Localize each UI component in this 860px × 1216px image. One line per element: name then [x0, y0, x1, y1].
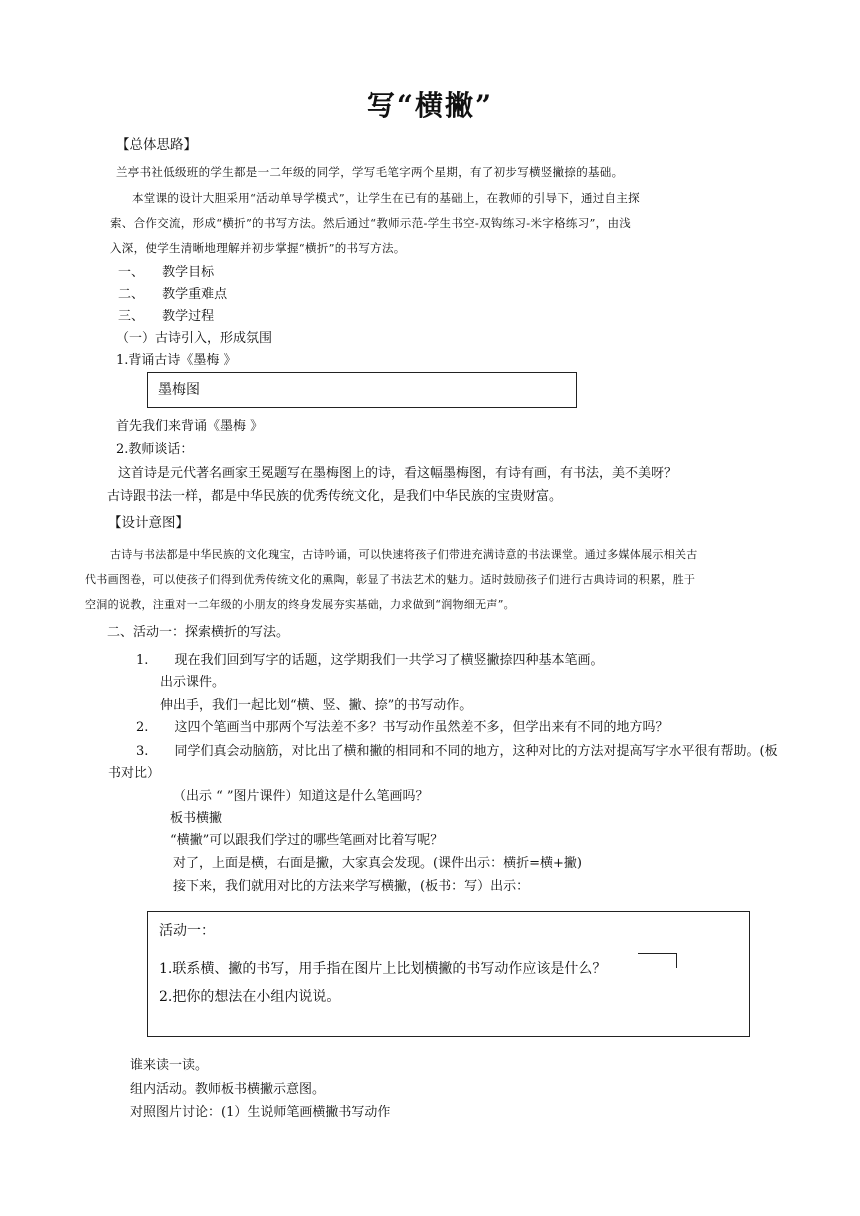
outline-number: 一、 — [118, 265, 145, 280]
overall-paragraph-1: 兰亭书社低级班的学生都是一二年级的同学，学写毛笔字两个星期，有了初步写横竖撇捺的基础。 — [116, 165, 624, 179]
item-3-sub-4: 对了，上面是横，右面是撇，大家真会发现。(课件出示：横折=横+撇) — [173, 856, 582, 871]
item-text: 现在我们回到写字的话题，这学期我们一共学习了横竖撇捺四种基本笔画。 — [174, 653, 604, 668]
item-3-sub-5: 接下来，我们就用对比的方法来学写横撇，(板书：写）出示： — [173, 879, 530, 894]
overall-heading: 【总体思路】 — [116, 137, 197, 153]
outline-text: 教学目标 — [162, 265, 215, 280]
item-number: 2. — [136, 720, 149, 735]
item-3-sub-1: （出示 “ ”图片课件）知道这是什么笔画吗？ — [173, 789, 429, 804]
image-placeholder-box — [147, 372, 577, 408]
outline-text: 教学重难点 — [162, 287, 228, 302]
closing-line-1: 谁来读一读。 — [130, 1058, 209, 1073]
activity-box-line-2: 2.把你的想法在小组内说说。 — [159, 989, 341, 1005]
item-number: 1. — [136, 653, 149, 668]
closing-line-3: 对照图片讨论：(1）生说师笔画横撇书写动作 — [130, 1105, 391, 1120]
overall-paragraph-2-line-1: 本堂课的设计大胆采用“活动单导学模式”，让学生在已有的基础上，在教师的引导下，通过自主探 — [132, 191, 640, 205]
item-3-wrap: 书对比） — [108, 766, 161, 781]
design-heading: 【设计意图】 — [108, 515, 189, 531]
outline-item-2 — [118, 286, 227, 304]
outline-number: 三、 — [118, 309, 145, 324]
item-3-sub-2: 板书横撇 — [170, 811, 223, 826]
overall-paragraph-2-line-3: 入深，使学生清晰地理解并初步掌握“横折”的书写方法。 — [110, 241, 406, 255]
subsection-1-heading: （一）古诗引入，形成氛围 — [116, 331, 273, 346]
design-paragraph-line-2: 代书画图卷，可以使孩子们得到优秀传统文化的熏陶，彰显了书法艺术的魅力。适时鼓励孩子们进行古典诗词的积累，胜于 — [85, 573, 696, 586]
step-1: 1.背诵古诗《墨梅 》 — [116, 353, 237, 368]
activity-item-1 — [136, 652, 604, 670]
design-paragraph-line-1: 古诗与书法都是中华民族的文化瑰宝，古诗吟诵，可以快速将孩子们带进充满诗意的书法课堂。通过多媒体展示相关古 — [110, 548, 698, 561]
outline-item-1 — [118, 264, 214, 282]
item-1-sub-1: 出示课件。 — [160, 675, 226, 690]
design-paragraph-line-3: 空洞的说教，注重对一二年级的小朋友的终身发展夯实基础，力求做到“润物细无声”。 — [85, 598, 515, 611]
recite-line: 首先我们来背诵《墨梅 》 — [116, 419, 264, 434]
activity-heading: 二、活动一：探索横折的写法。 — [107, 625, 290, 640]
activity-box-line-1: 1.联系横、撇的书写，用手指在图片上比划横撇的书写动作应该是什么？ — [159, 961, 607, 977]
teacher-talk-1: 这首诗是元代著名画家王冕题写在墨梅图上的诗，看这幅墨梅图，有诗有画，有书法，美不美呀？ — [118, 466, 678, 481]
activity-item-3 — [136, 743, 778, 761]
outline-number: 二、 — [118, 287, 145, 302]
closing-line-2: 组内活动。教师板书横撇示意图。 — [130, 1082, 326, 1097]
stroke-diagram-icon — [638, 953, 677, 968]
item-text: 同学们真会动脑筋，对比出了横和撇的相同和不同的地方，这种对比的方法对提高写字水平很有帮助。(板 — [174, 744, 778, 759]
activity-item-2 — [136, 719, 669, 737]
image-placeholder-label: 墨梅图 — [158, 382, 200, 398]
activity-box-title: 活动一： — [159, 923, 215, 939]
page-title: 写“横撇” — [366, 89, 494, 122]
overall-paragraph-2-line-2: 索、合作交流，形成“横折”的书写方法。然后通过“教师示范-学生书空-双钩练习-米字格练习”，由浅 — [110, 216, 632, 230]
activity-one-box — [147, 911, 750, 1037]
teacher-talk-2: 古诗跟书法一样，都是中华民族的优秀传统文化，是我们中华民族的宝贵财富。 — [107, 489, 563, 504]
item-1-sub-2: 伸出手，我们一起比划“横、竖、撇、捺”的书写动作。 — [160, 698, 473, 713]
outline-text: 教学过程 — [162, 309, 215, 324]
item-3-sub-3: “横撇”可以跟我们学过的哪些笔画对比着写呢？ — [170, 833, 444, 848]
step-2: 2.教师谈话： — [116, 442, 194, 457]
outline-item-3 — [118, 308, 214, 326]
item-number: 3. — [136, 744, 149, 759]
item-text: 这四个笔画当中那两个写法差不多？书写动作虽然差不多，但学出来有不同的地方吗？ — [174, 720, 669, 735]
